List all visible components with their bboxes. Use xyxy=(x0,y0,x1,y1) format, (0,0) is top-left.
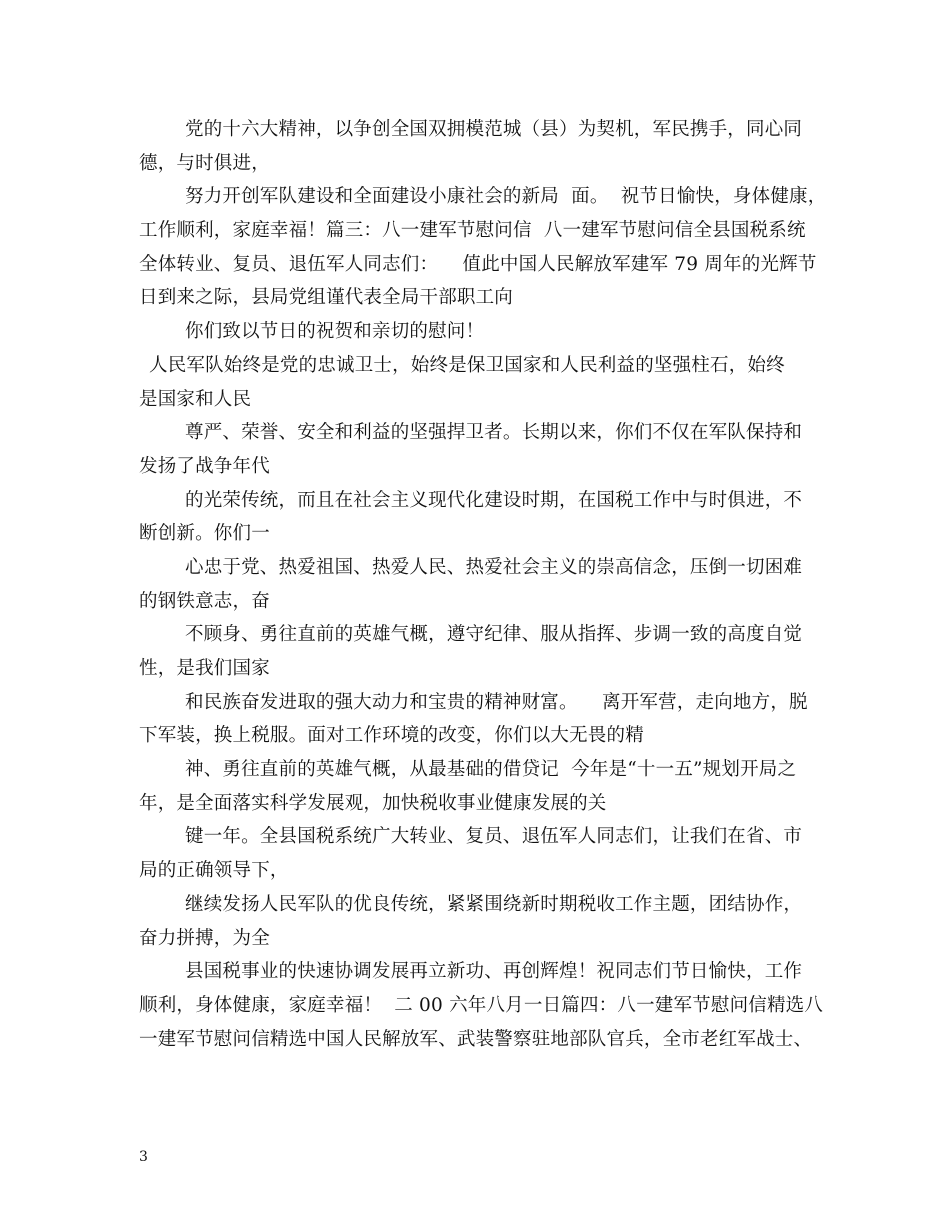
text-line: 心忠于党、热爱祖国、热爱人民、热爱社会主义的崇高信念，压倒一切困难 xyxy=(185,556,803,578)
body-text xyxy=(139,113,827,1056)
text-line: 年，是全面落实科学发展观，加快税收事业健康发展的关 xyxy=(139,792,607,814)
text-line: 努力开创军队建设和全面建设小康社会的新局 面。 祝节日愉快，身体健康， xyxy=(185,186,827,208)
text-line: 德，与时俱进， xyxy=(139,152,270,174)
text-line: 人民军队始终是党的忠诚卫士，始终是保卫国家和人民利益的坚强柱石，始终 xyxy=(149,354,785,376)
text-line: 局的正确领导下， xyxy=(139,860,289,882)
text-line: 尊严、荣誉、安全和利益的坚强捍卫者。长期以来，你们不仅在军队保持和 xyxy=(185,422,803,444)
text-line: 下军装，换上税服。面对工作环境的改变，你们以大无畏的精 xyxy=(139,725,644,747)
text-line: 是国家和人民 xyxy=(139,388,252,410)
text-line: 神、勇往直前的英雄气概，从最基础的借贷记 今年是“十一五”规划开局之 xyxy=(185,759,797,781)
page-number: 3 xyxy=(139,1149,148,1165)
text-line: 党的十六大精神，以争创全国双拥模范城（县）为契机，军民携手，同心同 xyxy=(185,119,803,140)
text-line: 奋力拼搏，为全 xyxy=(139,927,270,949)
text-line: 县国税事业的快速协调发展再立新功、再创辉煌！祝同志们节日愉快，工作 xyxy=(185,961,803,983)
text-line: 键一年。全县国税系统广大转业、复员、退伍军人同志们，让我们在省、市 xyxy=(185,826,803,848)
text-line: 继续发扬人民军队的优良传统，紧紧围绕新时期税收工作主题，团结协作， xyxy=(185,893,803,915)
text-line: 和民族奋发进取的强大动力和宝贵的精神财富。 离开军营，走向地方，脱 xyxy=(185,691,808,713)
text-line: 顺利，身体健康，家庭幸福！ 二 00 六年八月一日篇四：八一建军节慰问信精选八 xyxy=(139,994,824,1016)
text-line: 工作顺利，家庭幸福！篇三：八一建军节慰问信 八一建军节慰问信全县国税系统 xyxy=(139,220,806,242)
text-line: 的钢铁意志，奋 xyxy=(139,590,270,612)
text-line: 发扬了战争年代 xyxy=(139,455,270,477)
text-line: 的光荣传统，而且在社会主义现代化建设时期，在国税工作中与时俱进，不 xyxy=(185,489,803,511)
text-line: 性，是我们国家 xyxy=(139,658,270,679)
text-line: 日到来之际，县局党组谨代表全局干部职工向 xyxy=(139,287,514,309)
text-line: 一建军节慰问信精选中国人民解放军、武装警察驻地部队官兵，全市老红军战士、 xyxy=(139,1028,813,1050)
text-line: 全体转业、复员、退伍军人同志们： 值此中国人民解放军建军 79 周年的光辉节 xyxy=(139,253,817,275)
text-line: 不顾身、勇往直前的英雄气概，遵守纪律、服从指挥、步调一致的高度自觉 xyxy=(185,624,803,646)
text-line: 你们致以节日的祝贺和亲切的慰问！ xyxy=(185,321,485,343)
text-line: 断创新。你们一 xyxy=(139,523,270,545)
